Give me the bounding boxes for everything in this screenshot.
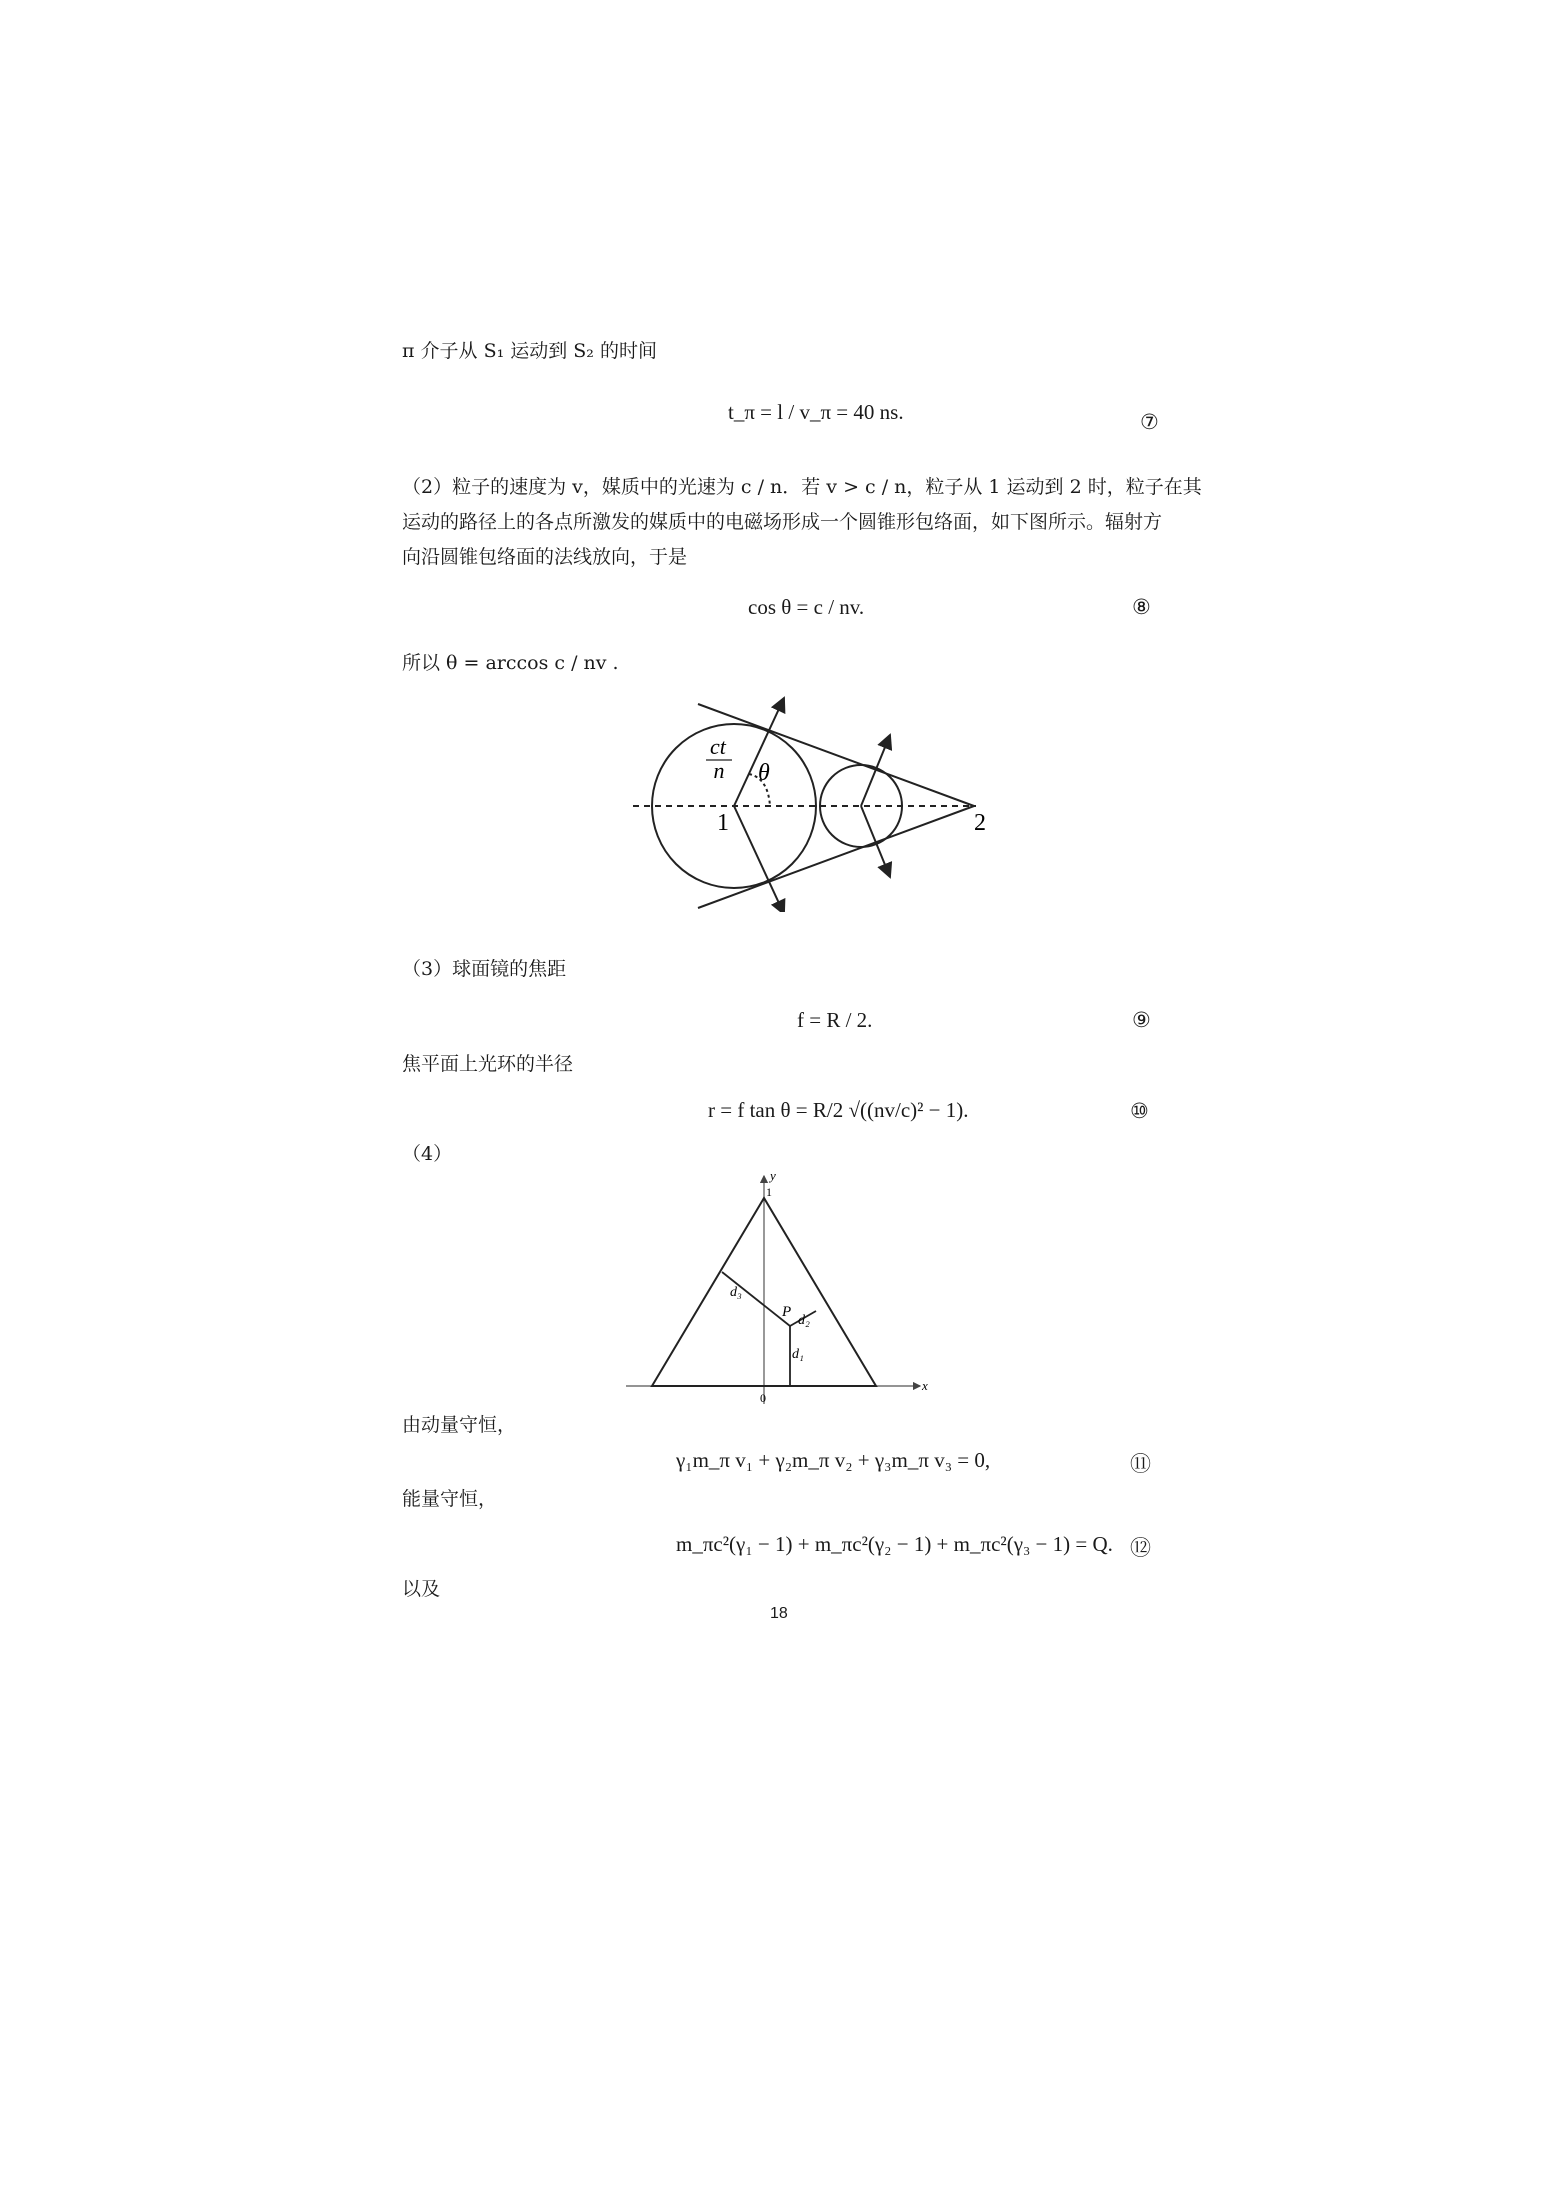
equation-7 xyxy=(728,402,904,423)
label-apex-1: 1 xyxy=(766,1185,772,1199)
label-origin: 0 xyxy=(760,1391,766,1405)
label-d1: d₁ xyxy=(792,1347,804,1362)
paragraph-pi-meson-time xyxy=(402,342,657,361)
label-d2: d₂ xyxy=(798,1313,810,1328)
paragraph-energy-conservation: 能量守恒， xyxy=(402,1488,498,1510)
equation-number-12: ⑫ xyxy=(1130,1536,1151,1560)
radiation-normal-lower-small xyxy=(861,806,890,877)
equation-11: γ₁m_π v₁ + γ₂m_π v₂ + γ₃m_π v₃ = 0, xyxy=(676,1448,991,1472)
equation-number-7: ⑦ xyxy=(1140,410,1159,434)
paragraph-and: 以及 xyxy=(402,1578,441,1600)
label-d3: d₃ xyxy=(730,1285,742,1300)
label-theta: θ xyxy=(758,760,770,786)
page-number: 18 xyxy=(770,1605,788,1622)
paragraph-2-line-2: 运动的路径上的各点所激发的媒质中的电磁场形成一个圆锥形包络面，如下图所示。辐射方 xyxy=(402,511,1163,533)
label-point-1: 1 xyxy=(717,810,729,836)
label-point-2: 2 xyxy=(974,810,986,836)
label-ct: ct xyxy=(710,734,726,759)
radiation-normal-lower-large xyxy=(734,806,784,912)
equation-12: m_πc²(γ₁ − 1) + m_πc²(γ₂ − 1) + m_πc²(γ₃ − 1) = Q. xyxy=(676,1532,1113,1556)
label-x: x xyxy=(922,1378,928,1393)
paragraph-2-line-3: 向沿圆锥包络面的法线放向，于是 xyxy=(402,546,688,568)
label-p: P xyxy=(782,1304,792,1320)
radiation-normal-upper-large xyxy=(734,698,784,806)
equation-10: r = f tan θ = R/2 √((nv/c)² − 1). xyxy=(708,1098,969,1122)
paragraph-focal-length: （3）球面镜的焦距 xyxy=(402,958,567,980)
label-y: y xyxy=(770,1168,776,1183)
equation-number-9: ⑨ xyxy=(1132,1008,1151,1032)
equation-9: f = R / 2. xyxy=(797,1008,873,1032)
equation-number-8: ⑧ xyxy=(1132,595,1151,619)
cone-envelope-lower xyxy=(698,806,974,908)
radiation-normal-upper-small xyxy=(861,735,890,806)
label-n: n xyxy=(713,758,725,783)
paragraph-theta-result: 所以 θ = arccos c / nv . xyxy=(402,652,619,674)
equation-number-11: ⑪ xyxy=(1130,1452,1151,1476)
triangle-dalitz-figure xyxy=(620,1168,940,1408)
cone-envelope-upper xyxy=(698,704,974,806)
paragraph-ring-radius: 焦平面上光环的半径 xyxy=(402,1053,574,1075)
paragraph-part-4: （4） xyxy=(402,1143,453,1165)
cherenkov-cone-figure xyxy=(618,692,1018,912)
equation-number-10: ⑩ xyxy=(1130,1099,1149,1123)
equation-text: t_π = l / v_π = 40 ns. xyxy=(728,400,904,424)
equation-8: cos θ = c / nv. xyxy=(748,595,865,619)
paragraph-momentum-conservation: 由动量守恒， xyxy=(402,1414,517,1436)
paragraph-text: π 介子从 S₁ 运动到 S₂ 的时间 xyxy=(402,340,657,362)
paragraph-2-line-1: （2）粒子的速度为 v，媒质中的光速为 c / n．若 v > c / n，粒子从 1 运动到 2 时，粒子在其 xyxy=(402,476,1202,498)
